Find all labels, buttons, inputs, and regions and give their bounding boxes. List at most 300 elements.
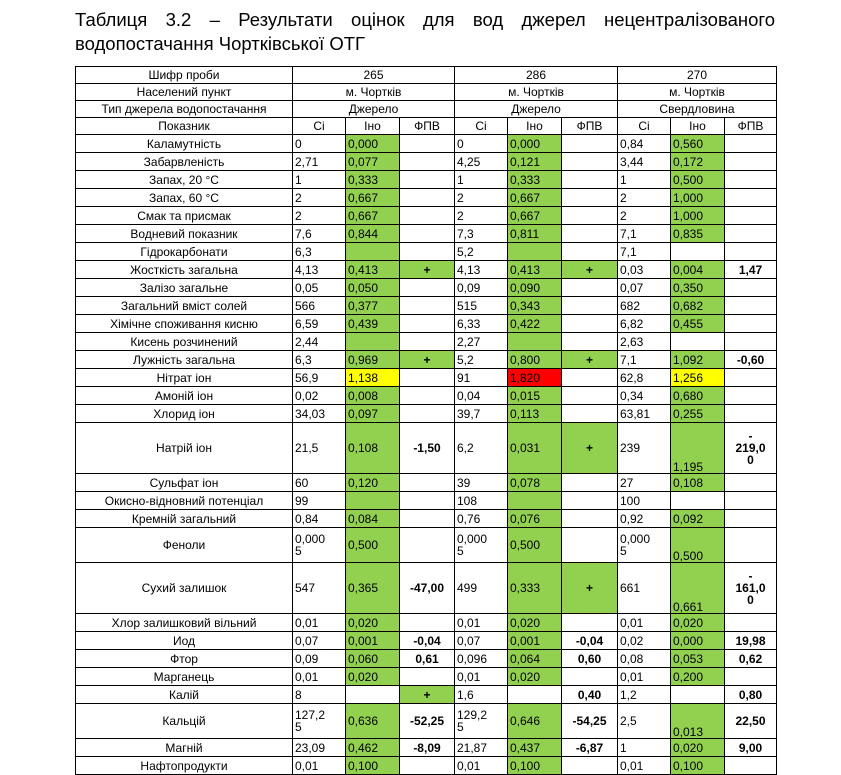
ino-value: 0,020 [346, 614, 400, 632]
fpv-value: + [400, 686, 455, 704]
indicator-name: Сухий залишок [76, 563, 293, 614]
ci-value: 0 [455, 135, 508, 153]
fpv-value [725, 668, 777, 686]
fpv-value [400, 528, 455, 563]
ci-value: 0,84 [618, 135, 671, 153]
indicator-name: Натрій іон [76, 423, 293, 474]
ino-value [671, 243, 725, 261]
ci-value: 7,6 [293, 225, 346, 243]
table-caption: Таблиця 3.2 – Результати оцінок для вод джерел нецентралізованого водопостачання Чортківської ОТГ [75, 9, 775, 54]
ci-value: 2 [618, 189, 671, 207]
indicator-column-header: Показник [76, 118, 293, 135]
ino-column-header: Іно [346, 118, 400, 135]
ci-value: 39,7 [455, 405, 508, 423]
ino-value [346, 686, 400, 704]
ci-value: 39 [455, 474, 508, 492]
ino-value: 0,800 [508, 351, 562, 369]
indicator-name: Хлорид іон [76, 405, 293, 423]
indicator-name: Каламутність [76, 135, 293, 153]
fpv-value: 0,80 [725, 686, 777, 704]
ci-value: 0,000 5 [293, 528, 346, 563]
fpv-value [725, 528, 777, 563]
ci-value: 239 [618, 423, 671, 474]
ino-value: 0,365 [346, 563, 400, 614]
fpv-column-header: ФПВ [562, 118, 618, 135]
ino-value: 0,333 [508, 563, 562, 614]
source-type: Джерело [293, 101, 455, 118]
fpv-value [400, 333, 455, 351]
fpv-value [400, 757, 455, 775]
fpv-value [400, 243, 455, 261]
ino-value [508, 333, 562, 351]
fpv-value: - 219,0 0 [725, 423, 777, 474]
ci-value: 1 [455, 171, 508, 189]
ci-value: 0,01 [618, 614, 671, 632]
fpv-value: -47,00 [400, 563, 455, 614]
ci-value: 91 [455, 369, 508, 387]
fpv-value: 0,40 [562, 686, 618, 704]
table-row [76, 261, 777, 279]
fpv-value [725, 171, 777, 189]
ci-value: 6,3 [293, 351, 346, 369]
fpv-value [725, 279, 777, 297]
indicator-name: Хімічне споживання кисню [76, 315, 293, 333]
fpv-value [400, 153, 455, 171]
ino-value: 0,078 [508, 474, 562, 492]
ci-value: 6,33 [455, 315, 508, 333]
fpv-value [725, 243, 777, 261]
fpv-value [725, 135, 777, 153]
ino-value: 0,462 [346, 739, 400, 757]
ino-value: 0,350 [671, 279, 725, 297]
ci-value: 0,01 [293, 668, 346, 686]
indicator-name: Калій [76, 686, 293, 704]
ino-value: 0,377 [346, 297, 400, 315]
table-row [76, 686, 777, 704]
ci-value: 2,63 [618, 333, 671, 351]
table-row [76, 207, 777, 225]
ino-value: 0,013 [671, 704, 725, 739]
table-row [76, 387, 777, 405]
fpv-value [725, 387, 777, 405]
indicator-name: Фтор [76, 650, 293, 668]
ino-value: 0,108 [346, 423, 400, 474]
settlement: м. Чортків [618, 84, 777, 101]
ci-value: 2,5 [618, 704, 671, 739]
ino-value: 0,636 [346, 704, 400, 739]
fpv-value: 19,98 [725, 632, 777, 650]
fpv-value [400, 135, 455, 153]
table-row [76, 739, 777, 757]
fpv-value [400, 474, 455, 492]
ci-value: 499 [455, 563, 508, 614]
ci-value: 0,01 [293, 757, 346, 775]
ci-value: 0,01 [455, 668, 508, 686]
fpv-value [562, 757, 618, 775]
ci-value: 566 [293, 297, 346, 315]
ci-value: 23,09 [293, 739, 346, 757]
ino-value: 0,969 [346, 351, 400, 369]
ino-value: 0,020 [671, 614, 725, 632]
fpv-value: 22,50 [725, 704, 777, 739]
ci-value: 21,87 [455, 739, 508, 757]
table-row [76, 668, 777, 686]
ci-value: 0,01 [618, 668, 671, 686]
ci-value: 0,07 [293, 632, 346, 650]
fpv-value [562, 369, 618, 387]
ino-value: 0,000 [671, 632, 725, 650]
fpv-value: -1,50 [400, 423, 455, 474]
table-row [76, 243, 777, 261]
ino-value: 0,090 [508, 279, 562, 297]
fpv-value [400, 297, 455, 315]
fpv-value [400, 510, 455, 528]
indicator-name: Феноли [76, 528, 293, 563]
header-row-source-type [76, 101, 777, 118]
ino-value: 0,004 [671, 261, 725, 279]
fpv-value [562, 189, 618, 207]
fpv-value: 9,00 [725, 739, 777, 757]
fpv-column-header: ФПВ [400, 118, 455, 135]
ino-value: 1,256 [671, 369, 725, 387]
ino-value: 0,255 [671, 405, 725, 423]
ci-value: 0,01 [618, 757, 671, 775]
ino-value: 0,667 [346, 189, 400, 207]
indicator-name: Сульфат іон [76, 474, 293, 492]
ino-value [671, 492, 725, 510]
ino-value: 0,667 [508, 207, 562, 225]
ino-value: 0,001 [346, 632, 400, 650]
fpv-value [725, 614, 777, 632]
fpv-value [725, 189, 777, 207]
ci-value: 0,08 [618, 650, 671, 668]
fpv-value [725, 510, 777, 528]
ci-value: 0,000 5 [618, 528, 671, 563]
ino-value: 0,050 [346, 279, 400, 297]
fpv-value [400, 315, 455, 333]
fpv-value: 0,60 [562, 650, 618, 668]
ino-value [671, 686, 725, 704]
table-row [76, 279, 777, 297]
ci-value: 129,2 5 [455, 704, 508, 739]
ci-value: 5,2 [455, 243, 508, 261]
ci-value: 21,5 [293, 423, 346, 474]
indicator-name: Магній [76, 739, 293, 757]
ci-value: 0,01 [455, 757, 508, 775]
ino-value [346, 492, 400, 510]
ci-value: 0,92 [618, 510, 671, 528]
ci-value: 99 [293, 492, 346, 510]
ci-value: 2 [455, 189, 508, 207]
ino-value [671, 333, 725, 351]
fpv-value: + [562, 563, 618, 614]
ino-value: 0,008 [346, 387, 400, 405]
table-row [76, 614, 777, 632]
indicator-name: Запах, 60 °С [76, 189, 293, 207]
fpv-value [562, 135, 618, 153]
fpv-value: -0,60 [725, 351, 777, 369]
ino-value: 0,422 [508, 315, 562, 333]
ci-value: 547 [293, 563, 346, 614]
table-row [76, 474, 777, 492]
ci-value: 6,2 [455, 423, 508, 474]
fpv-value [562, 668, 618, 686]
table-row [76, 225, 777, 243]
table-row [76, 297, 777, 315]
ci-value: 1,6 [455, 686, 508, 704]
ci-value: 0,000 5 [455, 528, 508, 563]
fpv-value: -8,09 [400, 739, 455, 757]
ino-value: 1,820 [508, 369, 562, 387]
ci-column-header: Сі [455, 118, 508, 135]
indicator-name: Загальний вміст солей [76, 297, 293, 315]
ci-value: 2 [293, 207, 346, 225]
fpv-value [725, 225, 777, 243]
fpv-value [725, 474, 777, 492]
table-row [76, 704, 777, 739]
indicator-name: Кремній загальний [76, 510, 293, 528]
ino-value: 0,343 [508, 297, 562, 315]
fpv-value [400, 405, 455, 423]
ci-value: 34,03 [293, 405, 346, 423]
table-row [76, 563, 777, 614]
sample-code: 270 [618, 67, 777, 84]
ino-value: 1,000 [671, 189, 725, 207]
ino-value: 0,333 [346, 171, 400, 189]
ci-value: 0,02 [618, 632, 671, 650]
ci-value: 0,05 [293, 279, 346, 297]
table-row [76, 135, 777, 153]
ino-value: 0,835 [671, 225, 725, 243]
indicator-name: Водневий показник [76, 225, 293, 243]
ino-value: 0,667 [346, 207, 400, 225]
indicator-name: Хлор залишковий вільний [76, 614, 293, 632]
ino-value [508, 492, 562, 510]
ino-value: 1,138 [346, 369, 400, 387]
fpv-value [400, 387, 455, 405]
sample-code: 286 [455, 67, 618, 84]
table-body [76, 67, 777, 775]
ci-value: 1 [293, 171, 346, 189]
ci-value: 0,07 [455, 632, 508, 650]
ino-value: 0,413 [508, 261, 562, 279]
table-row [76, 153, 777, 171]
ino-value: 0,064 [508, 650, 562, 668]
fpv-value: 0,61 [400, 650, 455, 668]
ci-value: 100 [618, 492, 671, 510]
fpv-value: - 161,0 0 [725, 563, 777, 614]
indicator-name: Смак та присмак [76, 207, 293, 225]
ino-value: 0,333 [508, 171, 562, 189]
ci-value: 0,84 [293, 510, 346, 528]
ci-value: 7,1 [618, 225, 671, 243]
fpv-value [725, 297, 777, 315]
ino-value: 0,020 [671, 739, 725, 757]
ino-value: 1,092 [671, 351, 725, 369]
indicator-name: Нітрат іон [76, 369, 293, 387]
ino-value: 0,015 [508, 387, 562, 405]
ino-value [508, 243, 562, 261]
ci-value: 0 [293, 135, 346, 153]
indicator-name: Окисно-відновний потенціал [76, 492, 293, 510]
ino-value: 0,084 [346, 510, 400, 528]
indicator-name: Кальцій [76, 704, 293, 739]
ino-value: 0,500 [346, 528, 400, 563]
ino-value: 0,100 [671, 757, 725, 775]
fpv-value [725, 153, 777, 171]
fpv-value [725, 405, 777, 423]
fpv-value: 1,47 [725, 261, 777, 279]
table-row [76, 405, 777, 423]
fpv-value: -52,25 [400, 704, 455, 739]
table-row [76, 510, 777, 528]
ino-value: 0,077 [346, 153, 400, 171]
ci-value: 4,13 [293, 261, 346, 279]
fpv-value [400, 492, 455, 510]
ino-value: 0,000 [346, 135, 400, 153]
fpv-value [400, 225, 455, 243]
ci-value: 127,2 5 [293, 704, 346, 739]
ino-value: 0,100 [508, 757, 562, 775]
ino-value: 0,060 [346, 650, 400, 668]
ci-value: 0,01 [455, 614, 508, 632]
ino-value [508, 686, 562, 704]
ci-value: 27 [618, 474, 671, 492]
ci-value: 0,34 [618, 387, 671, 405]
fpv-value [562, 171, 618, 189]
ci-value: 63,81 [618, 405, 671, 423]
indicator-name: Залізо загальне [76, 279, 293, 297]
ci-value: 0,76 [455, 510, 508, 528]
ci-value: 2,44 [293, 333, 346, 351]
ino-value: 0,020 [508, 668, 562, 686]
table-row [76, 423, 777, 474]
table-row [76, 757, 777, 775]
ci-value: 60 [293, 474, 346, 492]
table-row [76, 315, 777, 333]
fpv-value [400, 171, 455, 189]
ino-value: 1,195 [671, 423, 725, 474]
indicator-name: Кисень розчинений [76, 333, 293, 351]
fpv-value [562, 492, 618, 510]
fpv-value [562, 279, 618, 297]
ino-value: 0,020 [346, 668, 400, 686]
fpv-value [725, 757, 777, 775]
fpv-value [400, 668, 455, 686]
ci-value: 4,25 [455, 153, 508, 171]
ino-value: 0,172 [671, 153, 725, 171]
source-type: Джерело [455, 101, 618, 118]
ino-value: 0,500 [508, 528, 562, 563]
fpv-value [400, 614, 455, 632]
ino-value: 0,000 [508, 135, 562, 153]
settlement-label: Населений пункт [76, 84, 293, 101]
table-row [76, 189, 777, 207]
fpv-value [562, 315, 618, 333]
ino-value: 0,500 [671, 528, 725, 563]
fpv-column-header: ФПВ [725, 118, 777, 135]
fpv-value [562, 510, 618, 528]
ci-value: 4,13 [455, 261, 508, 279]
ino-value: 1,000 [671, 207, 725, 225]
indicator-name: Гідрокарбонати [76, 243, 293, 261]
fpv-value [725, 369, 777, 387]
fpv-value: -0,04 [562, 632, 618, 650]
ino-value: 0,120 [346, 474, 400, 492]
ino-value: 0,053 [671, 650, 725, 668]
source-type-label: Тип джерела водопостачання [76, 101, 293, 118]
fpv-value [725, 333, 777, 351]
fpv-value [562, 614, 618, 632]
ino-value: 0,500 [671, 171, 725, 189]
ci-value: 62,8 [618, 369, 671, 387]
ino-value: 0,100 [346, 757, 400, 775]
sample-code-label: Шифр проби [76, 67, 293, 84]
ino-value: 0,439 [346, 315, 400, 333]
fpv-value: + [562, 351, 618, 369]
ci-value: 0,07 [618, 279, 671, 297]
fpv-value [562, 474, 618, 492]
ci-value: 108 [455, 492, 508, 510]
ci-value: 7,3 [455, 225, 508, 243]
ino-value: 0,560 [671, 135, 725, 153]
fpv-value [562, 243, 618, 261]
ino-value: 0,020 [508, 614, 562, 632]
fpv-value [562, 225, 618, 243]
indicator-name: Нафтопродукти [76, 757, 293, 775]
ci-value: 682 [618, 297, 671, 315]
ci-value: 0,02 [293, 387, 346, 405]
ci-value: 7,1 [618, 243, 671, 261]
fpv-value: + [400, 351, 455, 369]
ino-value [346, 333, 400, 351]
ino-value: 0,667 [508, 189, 562, 207]
ci-value: 1 [618, 739, 671, 757]
ino-value: 0,437 [508, 739, 562, 757]
table-row [76, 528, 777, 563]
ci-column-header: Сі [293, 118, 346, 135]
ci-value: 515 [455, 297, 508, 315]
ino-value: 0,108 [671, 474, 725, 492]
ino-value: 0,661 [671, 563, 725, 614]
table-row [76, 351, 777, 369]
ino-value [346, 243, 400, 261]
ino-column-header: Іно [508, 118, 562, 135]
ci-value: 0,096 [455, 650, 508, 668]
ino-value: 0,413 [346, 261, 400, 279]
fpv-value: + [562, 261, 618, 279]
ci-value: 0,04 [455, 387, 508, 405]
ino-value: 0,455 [671, 315, 725, 333]
ino-value: 0,001 [508, 632, 562, 650]
fpv-value [562, 387, 618, 405]
table-row [76, 171, 777, 189]
ino-value: 0,113 [508, 405, 562, 423]
header-row-sample [76, 67, 777, 84]
fpv-value [400, 189, 455, 207]
ci-value: 56,9 [293, 369, 346, 387]
ci-value: 3,44 [618, 153, 671, 171]
ci-value: 8 [293, 686, 346, 704]
table-row [76, 369, 777, 387]
fpv-value: -6,87 [562, 739, 618, 757]
ino-value: 0,097 [346, 405, 400, 423]
results-table [75, 66, 777, 775]
fpv-value [725, 315, 777, 333]
fpv-value [400, 279, 455, 297]
fpv-value: 0,62 [725, 650, 777, 668]
header-row-settlement [76, 84, 777, 101]
